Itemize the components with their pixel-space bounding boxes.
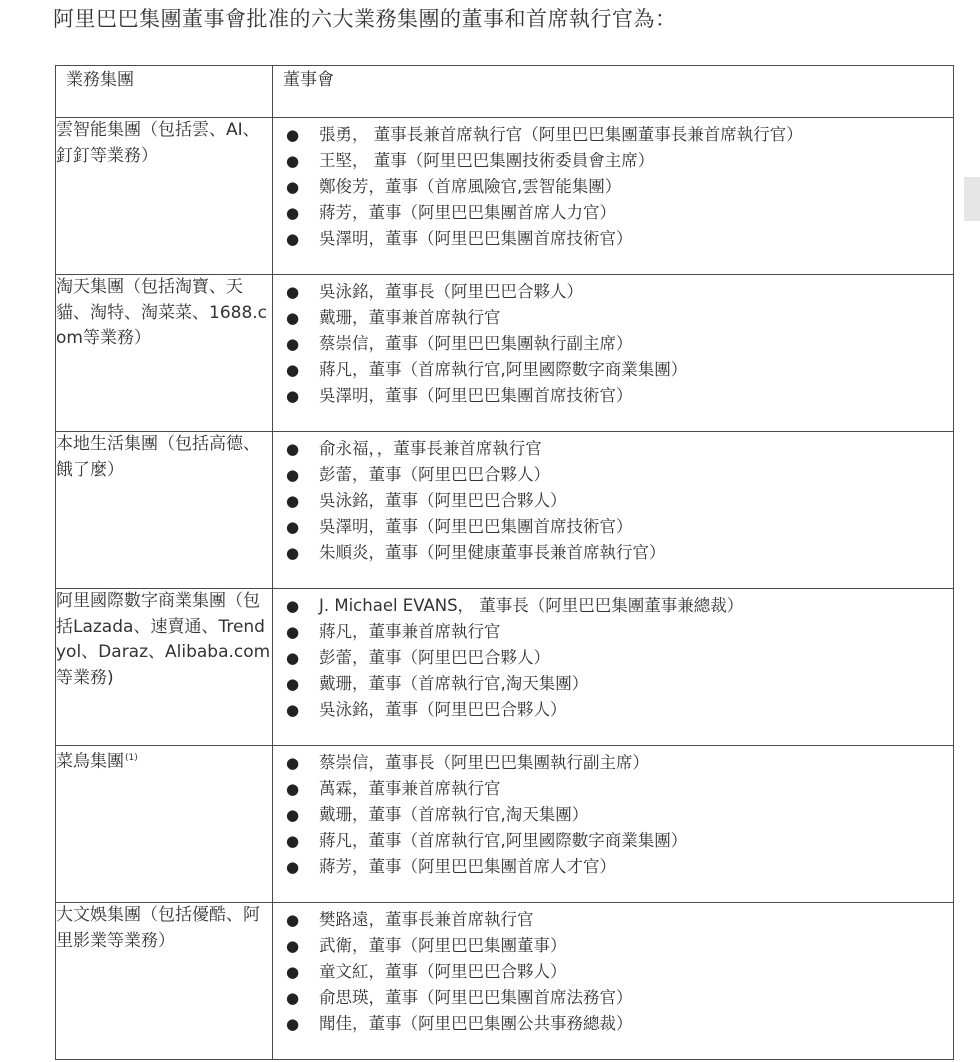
- group-name-cell: [56, 746, 273, 903]
- bullet-icon: ●: [286, 858, 300, 876]
- table-row: [56, 903, 954, 1060]
- list-item: [286, 802, 953, 828]
- member-list: [273, 275, 953, 409]
- list-item: [286, 540, 953, 566]
- list-item: [286, 331, 953, 357]
- list-item: [286, 357, 953, 383]
- member-text: 吳澤明，董事（阿里巴巴集團首席技術官）: [319, 517, 633, 536]
- member-text: 武衛，董事（阿里巴巴集團董事）: [319, 936, 567, 955]
- bullet-icon: ●: [286, 832, 300, 850]
- list-item: [286, 959, 953, 985]
- member-text: 朱順炎，董事（阿里健康董事長兼首席執行官）: [319, 543, 666, 562]
- bullet-icon: ●: [286, 440, 300, 458]
- member-text: 王堅， 董事（阿里巴巴集團技術委員會主席）: [319, 151, 655, 170]
- board-members-cell: [273, 746, 954, 903]
- member-text: 張勇， 董事長兼首席執行官（阿里巴巴集團董事長兼首席執行官）: [319, 125, 803, 144]
- member-text: 俞思瑛，董事（阿里巴巴集團首席法務官）: [319, 988, 633, 1007]
- member-text: 蔣芳，董事（阿里巴巴集團首席人力官）: [319, 203, 616, 222]
- list-item: [286, 619, 953, 645]
- member-text: 蔡崇信，董事長（阿里巴巴集團執行副主席）: [319, 753, 649, 772]
- bullet-icon: ●: [286, 466, 300, 484]
- list-item: [286, 645, 953, 671]
- bullet-icon: ●: [286, 126, 300, 144]
- footnote-marker: (1): [125, 753, 138, 763]
- bullet-icon: ●: [286, 544, 300, 562]
- table-row: [56, 118, 954, 275]
- list-item: [286, 671, 953, 697]
- member-list: [273, 589, 953, 723]
- header-business-group: 業務集團: [56, 66, 273, 118]
- bullet-icon: ●: [286, 283, 300, 301]
- list-item: [286, 514, 953, 540]
- group-name: 菜鳥集團: [56, 751, 124, 772]
- list-item: [286, 383, 953, 409]
- table-header-row: [56, 66, 954, 118]
- group-name: 雲智能集團（包括雲、AI、釘釘等業務）: [56, 120, 260, 166]
- member-text: J. Michael EVANS， 董事長（阿里巴巴集團董事兼總裁）: [319, 596, 744, 615]
- board-members-cell: [273, 275, 954, 432]
- member-list: [273, 746, 953, 880]
- list-item: [286, 697, 953, 723]
- member-text: 蔣凡，董事兼首席執行官: [319, 622, 501, 641]
- list-item: [286, 854, 953, 880]
- group-name-cell: [56, 903, 273, 1060]
- bullet-icon: ●: [286, 597, 300, 615]
- group-name: 淘天集團（包括淘寶、天貓、淘特、淘菜菜、1688.com等業務）: [56, 277, 268, 348]
- member-text: 童文紅，董事（阿里巴巴合夥人）: [319, 962, 567, 981]
- bullet-icon: ●: [286, 963, 300, 981]
- list-item: [286, 933, 953, 959]
- member-text: 吳澤明，董事（阿里巴巴集團首席技術官）: [319, 386, 633, 405]
- bullet-icon: ●: [286, 701, 300, 719]
- group-name-cell: [56, 118, 273, 275]
- list-item: [286, 750, 953, 776]
- table-row: [56, 432, 954, 589]
- bullet-icon: ●: [286, 387, 300, 405]
- member-text: 戴珊，董事（首席執行官,淘天集團）: [319, 674, 589, 693]
- member-text: 彭蕾，董事（阿里巴巴合夥人）: [319, 465, 550, 484]
- bullet-icon: ●: [286, 937, 300, 955]
- member-text: 萬霖，董事兼首席執行官: [319, 779, 501, 798]
- member-list: [273, 432, 953, 566]
- member-text: 戴珊，董事（首席執行官,淘天集團）: [319, 805, 589, 824]
- bullet-icon: ●: [286, 806, 300, 824]
- table-row: [56, 275, 954, 432]
- list-item: [286, 174, 953, 200]
- member-text: 蔣凡，董事（首席執行官,阿里國際數字商業集團）: [319, 360, 688, 379]
- bullet-icon: ●: [286, 230, 300, 248]
- list-item: [286, 985, 953, 1011]
- group-name: 本地生活集團（包括高德、餓了麼）: [56, 434, 260, 480]
- bullet-icon: ●: [286, 1015, 300, 1033]
- member-text: 戴珊，董事兼首席執行官: [319, 308, 501, 327]
- member-text: 聞佳，董事（阿里巴巴集團公共事務總裁）: [319, 1014, 633, 1033]
- member-text: 樊路遠，董事長兼首席執行官: [319, 910, 534, 929]
- member-text: 蔡崇信，董事（阿里巴巴集團執行副主席）: [319, 334, 633, 353]
- list-item: [286, 226, 953, 252]
- list-item: [286, 593, 953, 619]
- member-text: 俞永福，，董事長兼首席執行官: [319, 439, 542, 458]
- board-members-cell: [273, 432, 954, 589]
- bullet-icon: ●: [286, 335, 300, 353]
- bullet-icon: ●: [286, 178, 300, 196]
- list-item: [286, 279, 953, 305]
- board-table: [55, 65, 954, 1060]
- bullet-icon: ●: [286, 361, 300, 379]
- group-name: 大文娛集團（包括優酷、阿里影業等業務）: [56, 905, 260, 951]
- list-item: [286, 776, 953, 802]
- member-list: [273, 903, 953, 1037]
- list-item: [286, 436, 953, 462]
- bullet-icon: ●: [286, 675, 300, 693]
- list-item: [286, 122, 953, 148]
- group-name-cell: [56, 432, 273, 589]
- list-item: [286, 1011, 953, 1037]
- bullet-icon: ●: [286, 780, 300, 798]
- member-text: 彭蕾，董事（阿里巴巴合夥人）: [319, 648, 550, 667]
- scroll-marker[interactable]: [964, 177, 980, 221]
- board-members-cell: [273, 118, 954, 275]
- list-item: [286, 828, 953, 854]
- bullet-icon: ●: [286, 152, 300, 170]
- board-members-cell: [273, 903, 954, 1060]
- list-item: [286, 488, 953, 514]
- bullet-icon: ●: [286, 754, 300, 772]
- bullet-icon: ●: [286, 309, 300, 327]
- header-board: 董事會: [273, 66, 954, 118]
- group-name-cell: [56, 275, 273, 432]
- bullet-icon: ●: [286, 204, 300, 222]
- bullet-icon: ●: [286, 492, 300, 510]
- bullet-icon: ●: [286, 911, 300, 929]
- list-item: [286, 148, 953, 174]
- bullet-icon: ●: [286, 649, 300, 667]
- list-item: [286, 200, 953, 226]
- table-row: [56, 589, 954, 746]
- bullet-icon: ●: [286, 623, 300, 641]
- member-list: [273, 118, 953, 252]
- member-text: 吳泳銘，董事（阿里巴巴合夥人）: [319, 700, 567, 719]
- bullet-icon: ●: [286, 989, 300, 1007]
- list-item: [286, 907, 953, 933]
- list-item: [286, 462, 953, 488]
- table-row: [56, 746, 954, 903]
- member-text: 吳澤明，董事（阿里巴巴集團首席技術官）: [319, 229, 633, 248]
- list-item: [286, 305, 953, 331]
- group-name-cell: [56, 589, 273, 746]
- group-name: 阿里國際數字商業集團（包括Lazada、速賣通、Trendyol、Daraz、Alibaba.com等業務): [56, 591, 271, 688]
- member-text: 吳泳銘，董事長（阿里巴巴合夥人）: [319, 282, 583, 301]
- member-text: 蔣凡，董事（首席執行官,阿里國際數字商業集團）: [319, 831, 688, 850]
- page-heading: 阿里巴巴集團董事會批准的六大業務集團的董事和首席執行官為：: [53, 7, 677, 31]
- board-members-cell: [273, 589, 954, 746]
- member-text: 蔣芳，董事（阿里巴巴集團首席人才官）: [319, 857, 616, 876]
- member-text: 鄭俊芳，董事（首席風險官,雲智能集團）: [319, 177, 622, 196]
- member-text: 吳泳銘，董事（阿里巴巴合夥人）: [319, 491, 567, 510]
- bullet-icon: ●: [286, 518, 300, 536]
